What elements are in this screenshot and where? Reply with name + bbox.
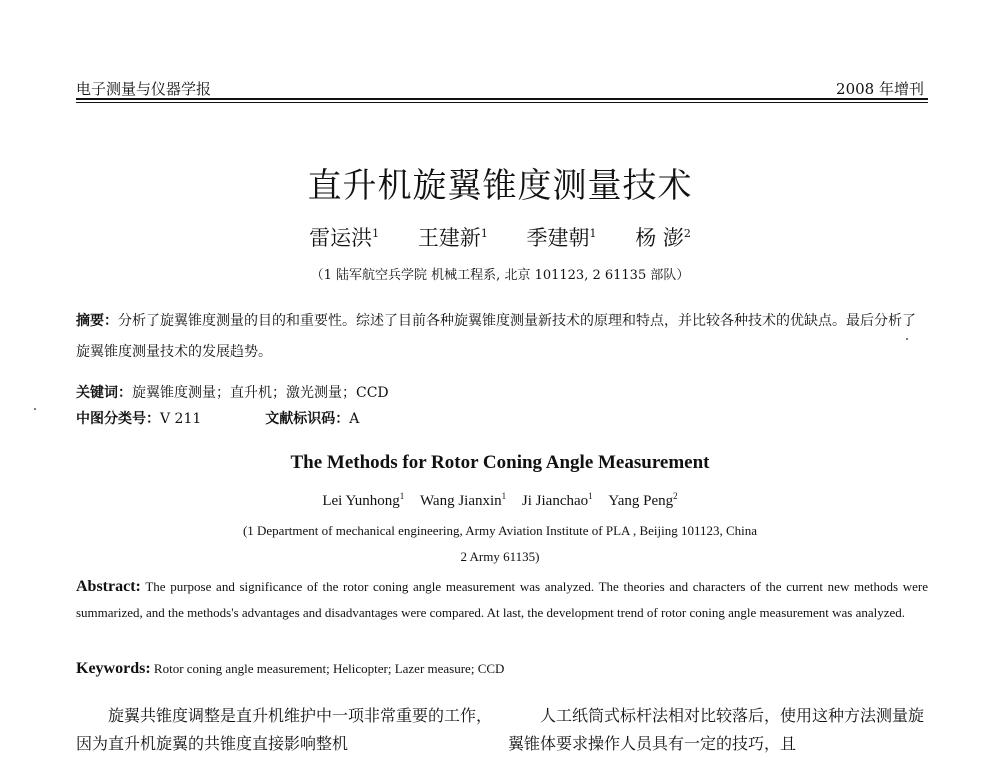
abstract-en — [76, 574, 928, 626]
issue-label: 2008 年增刊 — [836, 80, 924, 98]
author-cn: 雷运洪$^1$ — [309, 226, 380, 250]
abstract-en-text: The purpose and significance of the rotor coning angle measurement was analyzed. The theories and characters of the current new methods were summarized, and the methods's advantages and disadvantages were compared. At last, the development trend of rotor coning angle measurement was analyzed. — [76, 579, 928, 620]
scan-speck — [34, 408, 36, 410]
body-column-left: 旋翼共锥度调整是直升机维护中一项非常重要的工作，因为直升机旋翼的共锥度直接影响整机 — [76, 706, 493, 753]
doc-code-value: A — [349, 411, 360, 427]
keywords-cn-text: 旋翼锥度测量；直升机；激光测量；CCD — [132, 385, 389, 401]
author-list-cn — [0, 222, 1000, 252]
keywords-en — [76, 660, 504, 678]
classification-line — [76, 408, 359, 428]
classification-value: V 211 — [160, 411, 202, 427]
author-en: Ji Jianchao$^1$ — [521, 491, 593, 509]
affiliation-cn: （1 陆军航空兵学院 机械工程系, 北京 101123, 2 61135 部队） — [310, 268, 690, 283]
author-cn: 王建新$^1$ — [417, 226, 488, 250]
paper-title-en: The Methods for Rotor Coning Angle Measurement — [290, 452, 710, 473]
abstract-en-label: Abstract: — [76, 578, 141, 595]
paper-title-cn: 直升机旋翼锥度测量技术 — [307, 166, 693, 206]
abstract-cn-text: 分析了旋翼锥度测量的目的和重要性。综述了目前各种旋翼锥度测量新技术的原理和特点，并比较各种技术的优缺点。最后分析了旋翼锥度测量技术的发展趋势。 — [76, 313, 916, 360]
classification-label: 中图分类号： — [76, 411, 160, 427]
doc-code-label: 文献标识码： — [265, 411, 350, 427]
journal-name: 电子测量与仪器学报 — [76, 80, 212, 98]
author-list-en — [0, 491, 1000, 510]
keywords-cn-label: 关键词： — [76, 385, 132, 401]
affiliation-en-line2: 2 Army 61135) — [460, 549, 540, 564]
author-en: Yang Peng$^2$ — [608, 491, 678, 509]
header-rule — [76, 98, 928, 100]
author-en: Wang Jianxin$^1$ — [419, 491, 507, 509]
author-en: Lei Yunhong$^1$ — [322, 491, 405, 509]
affiliation-en-line1: (1 Department of mechanical engineering, Army Aviation Institute of PLA , Beijing 101123, China — [242, 523, 758, 538]
scan-speck — [906, 338, 908, 340]
header-rule-thin — [76, 102, 928, 103]
abstract-cn — [76, 306, 928, 368]
body-column-right: 人工纸筒式标杆法相对比较落后，使用这种方法测量旋翼锥体要求操作人员具有一定的技巧，且 — [508, 706, 925, 753]
author-cn: 季建朝$^1$ — [526, 226, 597, 250]
keywords-en-label: Keywords: — [76, 660, 151, 677]
keywords-en-text: Rotor coning angle measurement; Helicopter; Lazer measure; CCD — [153, 661, 505, 676]
abstract-cn-label: 摘要： — [76, 313, 118, 329]
keywords-cn — [76, 382, 389, 402]
author-cn: 杨 澎$^2$ — [635, 226, 691, 250]
